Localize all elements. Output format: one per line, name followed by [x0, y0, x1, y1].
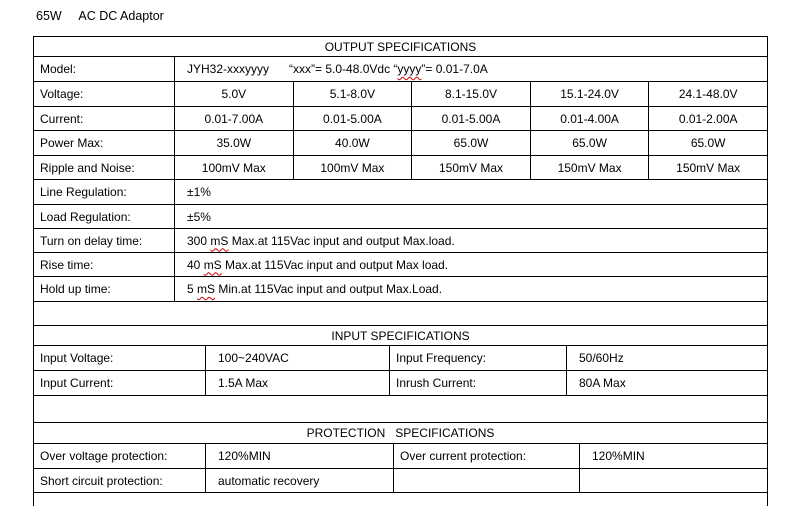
- protection-section-header: [34, 423, 767, 444]
- over-voltage-protection-row: [34, 444, 767, 469]
- input-voltage-label: Input Voltage:: [34, 346, 206, 370]
- current-value-4: 0.01-4.00A: [531, 107, 650, 130]
- line-regulation-row: [34, 180, 767, 205]
- ripple-noise-label: Ripple and Noise:: [34, 156, 175, 179]
- hold-up-time-label: Hold up time:: [34, 277, 175, 301]
- power-max-value-5: 65.0W: [690, 136, 726, 150]
- protection-empty-cell-1: [394, 469, 580, 492]
- short-circuit-protection-row: [34, 469, 767, 493]
- rise-time-label: Rise time:: [34, 253, 175, 276]
- voltage-label: Voltage:: [34, 82, 175, 106]
- ripple-noise-value-4: 150mV Max: [531, 156, 650, 179]
- input-frequency-label: Input Frequency:: [390, 346, 567, 370]
- over-voltage-protection-value: 120%MIN: [206, 444, 394, 468]
- rise-time-row: [34, 253, 767, 277]
- trailing-empty-row: [34, 493, 767, 506]
- input-current-label: Input Current:: [34, 371, 206, 395]
- hold-up-time-value: 5 mS Min.at 115Vac input and output Max.Load.: [187, 282, 443, 296]
- input-voltage-row: [34, 346, 767, 371]
- turn-on-delay-value: 300 mS Max.at 115Vac input and output Max.load.: [187, 233, 455, 248]
- voltage-value-3: 8.1-15.0V: [412, 82, 531, 106]
- short-circuit-protection-label: Short circuit protection:: [34, 469, 206, 492]
- current-value-2: 0.01-5.00A: [294, 107, 413, 130]
- power-max-value-2: 40.0W: [294, 131, 413, 155]
- voltage-row: [34, 82, 767, 107]
- current-value-1: 0.01-7.00A: [175, 107, 294, 130]
- model-label: Model:: [34, 57, 175, 81]
- current-value-3: 0.01-5.00A: [412, 107, 531, 130]
- model-value: JYH32-xxxyyyy “xxx”= 5.0-48.0Vdc “ yyyy ”= 0.01-7.0A: [187, 62, 488, 76]
- over-voltage-protection-label: Over voltage protection:: [34, 444, 206, 468]
- over-current-protection-value: 120%MIN: [592, 449, 645, 463]
- power-max-label: Power Max:: [34, 131, 175, 155]
- current-row: [34, 107, 767, 131]
- over-current-protection-label: Over current protection:: [394, 444, 580, 468]
- line-regulation-value: ±1%: [187, 185, 211, 199]
- input-section-title: INPUT SPECIFICATIONS: [331, 328, 470, 343]
- ripple-noise-row: [34, 156, 767, 180]
- model-row: [34, 57, 767, 82]
- input-current-value: 1.5A Max: [206, 371, 390, 395]
- output-section-title: OUTPUT SPECIFICATIONS: [324, 39, 477, 54]
- input-voltage-value: 100~240VAC: [206, 346, 390, 370]
- output-section-header: [34, 37, 767, 57]
- spec-table: [33, 36, 768, 506]
- spellcheck-squiggle: mS: [203, 257, 222, 272]
- voltage-value-1: 5.0V: [175, 82, 294, 106]
- voltage-value-4: 15.1-24.0V: [531, 82, 650, 106]
- ripple-noise-value-5: 150mV Max: [676, 160, 741, 175]
- section-spacer: [34, 302, 767, 326]
- voltage-value-5: 24.1-48.0V: [678, 87, 738, 101]
- protection-empty-cell-2: [580, 469, 767, 492]
- inrush-current-label: Inrush Current:: [390, 371, 567, 395]
- current-value-5: 0.01-2.00A: [678, 111, 738, 126]
- input-section-header: [34, 326, 767, 346]
- input-frequency-value: 50/60Hz: [579, 351, 624, 365]
- section-spacer: [34, 396, 767, 423]
- power-max-value-3: 65.0W: [412, 131, 531, 155]
- input-current-row: [34, 371, 767, 396]
- page-title: 65W AC DC Adaptor: [36, 9, 164, 23]
- power-max-value-4: 65.0W: [531, 131, 650, 155]
- protection-section-title: PROTECTION SPECIFICATIONS: [306, 426, 495, 440]
- ripple-noise-value-2: 100mV Max: [294, 156, 413, 179]
- turn-on-delay-label: Turn on delay time:: [34, 229, 175, 252]
- power-max-row: [34, 131, 767, 156]
- voltage-value-2: 5.1-8.0V: [294, 82, 413, 106]
- short-circuit-protection-value: automatic recovery: [206, 469, 394, 492]
- ripple-noise-value-3: 150mV Max: [412, 156, 531, 179]
- ripple-noise-value-1: 100mV Max: [175, 156, 294, 179]
- inrush-current-value: 80A Max: [579, 376, 626, 390]
- spellcheck-squiggle: yyyy: [397, 62, 422, 76]
- line-regulation-label: Line Regulation:: [34, 180, 175, 204]
- load-regulation-value: ±5%: [187, 209, 211, 224]
- current-label: Current:: [34, 107, 175, 130]
- turn-on-delay-row: [34, 229, 767, 253]
- rise-time-value: 40 mS Max.at 115Vac input and output Max load.: [187, 257, 449, 272]
- power-max-value-1: 35.0W: [175, 131, 294, 155]
- spellcheck-squiggle: mS: [210, 233, 229, 248]
- spellcheck-squiggle: mS: [197, 282, 216, 296]
- load-regulation-row: [34, 205, 767, 229]
- load-regulation-label: Load Regulation:: [34, 205, 175, 228]
- hold-up-time-row: [34, 277, 767, 302]
